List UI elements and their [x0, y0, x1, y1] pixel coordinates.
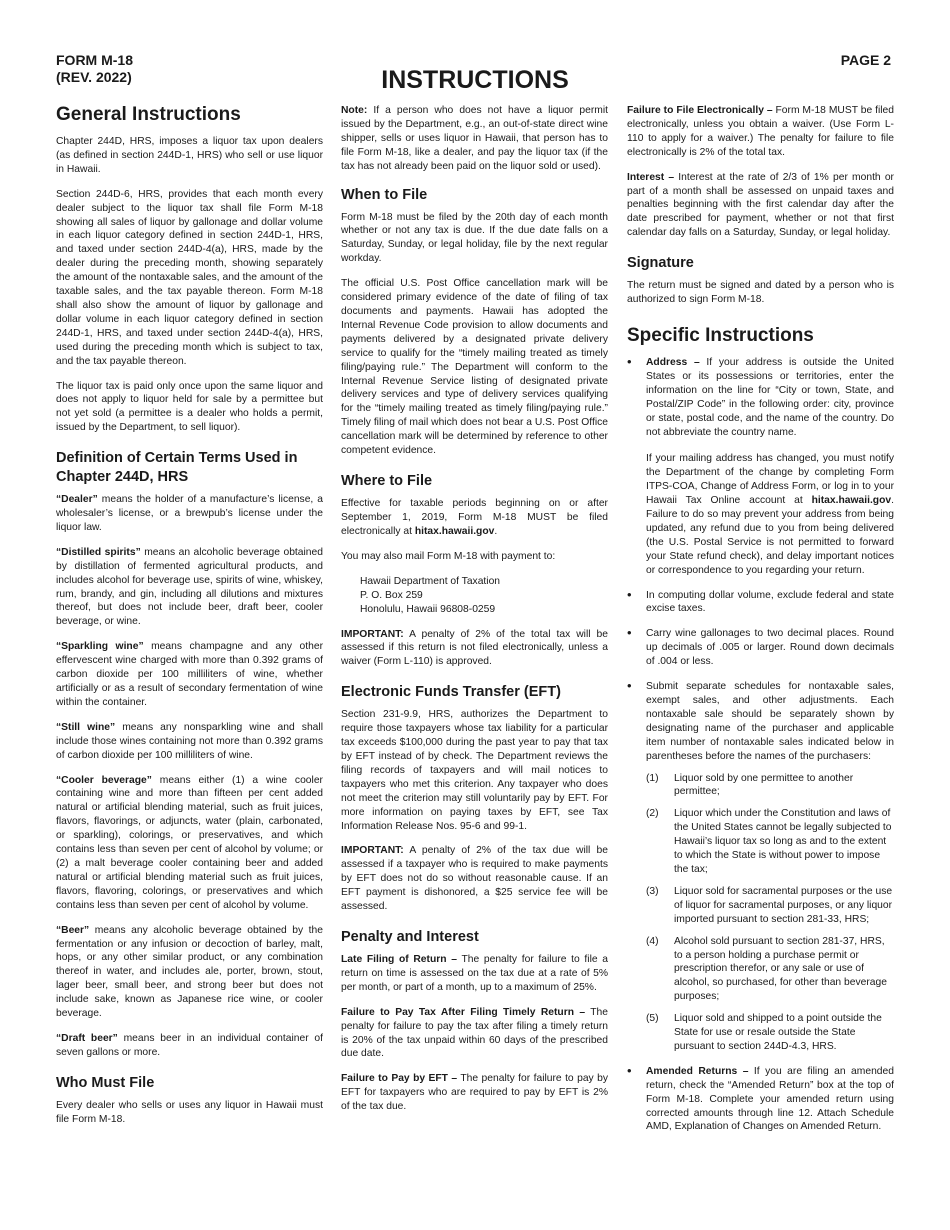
item-number: (1) — [646, 772, 659, 784]
item-number: (2) — [646, 808, 659, 820]
where-p1-text: Effective for taxable periods beginning on or after September 1, 2019, Form M-18 MUST be filed electronically at — [341, 497, 608, 537]
who-must-file-text: Every dealer who sells or uses any liquor in Hawaii must file Form M-18. — [56, 1099, 323, 1125]
term-cooler: “Cooler beverage” — [56, 774, 152, 786]
column-3 — [627, 104, 894, 1145]
interest-label: Interest – — [627, 171, 675, 183]
specific-instructions-heading: Specific Instructions — [627, 324, 814, 346]
late-filing-paragraph — [341, 953, 608, 995]
address-p2-b: . Failure to do so may prevent your address from being updated, any refund due to you from being delivered (the U.S. Postal Service is not permitted to forward your State refund check), and delay important notices or correspondence to you regarding your return. — [646, 495, 894, 576]
hitax-link-2[interactable]: hitax.hawaii.gov — [811, 495, 892, 507]
late-filing-text: The penalty for failure to file a return on time is assessed on the tax due at a rate of 5% per month, or part of a month, up to a maximum of 25%. — [341, 953, 608, 993]
when-to-file-heading: When to File — [341, 186, 428, 203]
late-filing-label: Late Filing of Return – — [341, 953, 457, 965]
failure-to-pay-label: Failure to Pay Tax After Filing Timely Return – — [341, 1006, 586, 1018]
bullet-submit-text: Submit separate schedules for nontaxable sales, exempt sales, and other adjustments. Each nontaxable sale should be separately shown by designating name of the purchaser and applicable item number of nontaxable sales indicated below in parentheses before the names of the purchasers: — [646, 681, 894, 762]
failure-to-pay-text: The penalty for failure to pay the tax after filing a timely return is 20% of the tax unpaid within 60 days of the prescribed due date. — [341, 1006, 608, 1060]
item-text: Liquor sold for sacramental purposes or the use of liquor for sacramental purposes, or any liquor imported pursuant to section 281-33, HRS; — [674, 885, 893, 925]
def-still-text: means any nonsparkling wine and shall include those wines containing not more than 0.392 grams of carbon dioxide per 100 milliliters of wine. — [56, 721, 323, 761]
specific-list — [627, 356, 894, 1134]
form-revision: (REV. 2022) — [56, 69, 132, 85]
address-label: Address – — [646, 356, 700, 368]
address-line-3: Honolulu, Hawaii 96808-0259 — [360, 603, 496, 615]
nontaxable-item — [646, 935, 894, 1005]
term-beer: “Beer” — [56, 924, 90, 936]
bullet-dollar-text: In computing dollar volume, exclude federal and state excise taxes. — [646, 589, 894, 615]
failure-eft-paragraph — [341, 1072, 608, 1114]
def-draft — [56, 1032, 323, 1060]
nontaxable-item — [646, 1012, 894, 1054]
eft-p1: Section 231-9.9, HRS, authorizes the Department to require those taxpayers whose tax liability for a particular tax exceeds $100,000 during the past year to pay that tax by EFT instead of by check. The Department reviews the filing records of taxpayers and will mail notices to taxpayers who met this criterion. Any taxpayer who does not meet the criterion may still voluntarily pay by EFT. For more information on paying taxes by EFT, see Tax Information Release Nos. 95-6 and 99-1. — [341, 709, 608, 832]
failure-file-electronic-paragraph — [627, 104, 894, 160]
def-cooler-text: means either (1) a wine cooler containing wine and more than fifteen per cent added natural or artificial blending material, such as fruit juices, flavors, flavorings, or adjuncts, water (plain, carbonated, or sparkling), colorings, or preservatives, and which contains less than seven per cent of alcohol by volume; or (2) a malt beverage cooler containing beer and added natural or artificial blending material such as fruit juices, flavors, flavoring, colorings, or preservatives and which contains less than seven per cent of alcohol by volume. — [56, 774, 323, 911]
address-line-2: P. O. Box 259 — [360, 589, 423, 601]
note-text: If a person who does not have a liquor permit issued by the Department, e.g., an out-of-state direct wine shipper, sells or uses liquor in Hawaii, that person has to file Form M-18, like a dealer, and pay the liquor tax (if the tax has not already been paid on the liquor sold or used). — [341, 105, 608, 172]
item-number: (4) — [646, 935, 659, 947]
item-text: Alcohol sold pursuant to section 281-37, HRS, to a person holding a purchase permit or prescription therefor, or any sale or use of alcohol, so purchased, for other than beverage purposes; — [674, 935, 887, 1003]
interest-paragraph — [627, 171, 894, 241]
where-p1-end: . — [494, 525, 498, 537]
item-text: Liquor sold and shipped to a point outside the State for use or resale outside the State pursuant to section 244D-4.3, HRS. — [674, 1013, 882, 1052]
form-number: FORM M-18 — [56, 52, 133, 68]
amended-label: Amended Returns – — [646, 1065, 749, 1077]
interest-text: Interest at the rate of 2/3 of 1% per month or part of a month shall be assessed on unpaid taxes and penalties beginning with the first calendar day after the date prescribed for payment, whether or not that first calendar day falls on a Saturday, Sunday, or legal holiday. — [627, 171, 894, 239]
general-p1: Chapter 244D, HRS, imposes a liquor tax upon dealers (as defined in section 244D-1, HRS) who sell or use liquor in Hawaii. — [56, 136, 323, 175]
failure-eft-label: Failure to Pay by EFT – — [341, 1073, 458, 1085]
nontaxable-item — [646, 807, 894, 877]
list-item — [627, 680, 894, 1054]
def-spirits — [56, 546, 323, 629]
failure-eft-text: The penalty for failure to pay by EFT for taxpayers who are required to pay by EFT is 2% of the tax due. — [341, 1073, 608, 1113]
item-text: Liquor which under the Constitution and laws of the United States cannot be legally subjected to Hawaii’s liquor tax so long as and to the extent to which the State is without power to impose the tax; — [674, 808, 892, 875]
when-p2: The official U.S. Post Office cancellation mark will be considered primary evidence of the date of filing of tax documents and payments. Hawaii has adopted the Internal Revenue Code provision to allow documents and payments delivered by a designated private delivery service to qualify for the “timely mailing treated as timely filing/paying rule.” The Department will conform to the Internal Revenue Service listing of designated private delivery services and type of delivery services qualifying for the “timely mailing treated as timely filing/paying rule.” Timely filing of mail which does not bear a U.S. Post Office cancellation mark will be determined by reference to other competent evidence. — [341, 278, 608, 457]
important-paragraph — [341, 628, 608, 670]
nontaxable-item — [646, 772, 894, 800]
def-sparkling — [56, 640, 323, 710]
where-p2: You may also mail Form M-18 with payment to: — [341, 550, 556, 562]
def-beer — [56, 924, 323, 1021]
failure-file-electronic-text: Form M-18 MUST be filed electronically, unless you obtain a waiver. (Use Form L-110 to apply for a waiver.) The penalty for failure to file electronically is 2% of the total tax. — [627, 105, 894, 158]
address-line-1: Hawaii Department of Taxation — [360, 575, 501, 587]
general-p2: Section 244D-6, HRS, provides that each month every dealer subject to the liquor tax shall file Form M-18 showing all sales of liquor by gallonage and dollar volume in each liquor category defined in section 244D-1, HRS, and taxed under section 244D-4(a), HRS, made by the dealer during the preceding month, showing separately the amount of the nontaxable sales, and the amount of the taxable sales, and the tax payable thereon. Form M-18 shall also show the amount of liquor by gallonage and dollar volume in each liquor category defined in section 244D-1, HRS, and taxed under section 244D-4(a), HRS, used during the preceding month which is subject to tax, and the tax payable thereon. — [56, 188, 323, 367]
eft-important-label: IMPORTANT: — [341, 845, 404, 857]
list-item — [627, 356, 894, 578]
eft-heading: Electronic Funds Transfer (EFT) — [341, 684, 561, 701]
def-sparkling-text: means champagne and any other effervescent wine charged with more than 0.392 grams of carbon dioxide per 100 milliliters of wine, whether artificially or as a result of secondary fermentation of wine within the container. — [56, 641, 323, 708]
note-paragraph — [341, 104, 608, 174]
term-still: “Still wine” — [56, 721, 116, 733]
term-sparkling: “Sparkling wine” — [56, 641, 144, 653]
general-instructions-heading: General Instructions — [56, 104, 241, 125]
address-p1 — [646, 356, 894, 439]
def-dealer — [56, 493, 323, 535]
list-item — [627, 589, 894, 617]
mailing-address — [360, 575, 608, 617]
def-dealer-text: means the holder of a manufacture’s license, a wholesaler’s license, or a brewpub’s license under the liquor law. — [56, 494, 323, 533]
important-text: A penalty of 2% of the total tax will be assessed if this return is not filed electronically, unless a waiver (Form L-110) is approved. — [341, 628, 608, 668]
list-item — [627, 1065, 894, 1135]
def-draft-text: means beer in an individual container of seven gallons or more. — [56, 1032, 324, 1058]
page-number: PAGE 2 — [840, 52, 891, 68]
amended-text: If you are filing an amended return, check the “Amended Return” box at the top of Form M-18. Complete your amended return using corrected amounts through line 12. Attach Schedule AMD, Explanation of Changes on Amended Return. — [646, 1065, 894, 1133]
term-spirits: “Distilled spirits” — [56, 546, 141, 558]
nontaxable-item — [646, 885, 894, 927]
when-p1: Form M-18 must be filed by the 20th day of each month whether or not any tax is due. If the due date falls on a Saturday, Sunday, or legal holiday, file by the next regular workday. — [341, 211, 608, 265]
general-p3: The liquor tax is paid only once upon the same liquor and does not apply to liquor held for sale by a permittee but not yet sold (a permittee is a dealer who holds a permit, issued by the Department, to sell liquor). — [56, 380, 323, 434]
item-number: (5) — [646, 1013, 659, 1025]
signature-text: The return must be signed and dated by a person who is authorized to sign Form M-18. — [627, 280, 894, 306]
where-to-file-heading: Where to File — [341, 472, 433, 489]
column-2 — [341, 104, 608, 1125]
def-still — [56, 721, 323, 763]
where-p1 — [341, 497, 608, 539]
item-text: Liquor sold by one permittee to another permittee; — [674, 772, 854, 798]
note-label: Note: — [341, 105, 368, 116]
address-text: If your address is outside the United States or its possessions or territories, enter the information on the line for “City or town, State, and Postal/ZIP Code” in the following order: city, province or state, postal code, and the name of the country. Do not abbreviate the country name. — [646, 356, 894, 438]
term-dealer: “Dealer” — [56, 494, 98, 506]
bullet-carry-text: Carry wine gallonages to two decimal places. Round up decimals of .005 or larger. Round down decimals of .004 or less. — [646, 628, 894, 668]
hitax-link[interactable]: hitax.hawaii.gov — [414, 525, 495, 537]
eft-important-text: A penalty of 2% of the tax due will be assessed if a taxpayer who is required to make payments by EFT does not do so without reasonable cause. If an EFT payment is dishonored, a $25 service fee will be assessed. — [341, 845, 608, 913]
def-cooler — [56, 774, 323, 913]
list-item — [627, 627, 894, 669]
address-p2 — [646, 452, 894, 577]
important-label: IMPORTANT: — [341, 628, 404, 640]
definitions-heading: Definition of Certain Terms Used in Chapter 244D, HRS — [56, 450, 298, 486]
address-p2-a: If your mailing address has changed, you must notify the Department of the change by completing Form ITPS-COA, Change of Address Form, or log in to your Hawaii Tax Online account at — [646, 453, 894, 507]
page-title: INSTRUCTIONS — [381, 66, 569, 94]
failure-to-pay-paragraph — [341, 1006, 608, 1062]
def-spirits-text: means an alcoholic beverage obtained by distillation of fermented agricultural products, and includes alcohol for beverage use, spirits of wine, whiskey, rum, brandy, and gin, including all dilutions and mixtures thereof, but does not include beer, draft beer, cooler beverage, or wine. — [56, 546, 323, 628]
column-1 — [56, 104, 323, 1138]
nontaxable-list — [646, 772, 894, 1054]
who-must-file-heading: Who Must File — [56, 1074, 155, 1091]
eft-important-paragraph — [341, 844, 608, 914]
def-beer-text: means any alcoholic beverage obtained by the fermentation or any infusion or decoction of barley, malt, hops, or any other similar product, or any combination thereof in water, and includes ale, porter, brown, stout, lager beer, small beer, and strong beer but does not include sake, known as Japanese rice wine, or cooler beverage. — [56, 924, 323, 1020]
item-number: (3) — [646, 885, 659, 897]
penalty-heading: Penalty and Interest — [341, 928, 479, 945]
failure-file-electronic-label: Failure to File Electronically – — [627, 105, 773, 116]
term-draft: “Draft beer” — [56, 1032, 118, 1044]
signature-heading: Signature — [627, 255, 694, 272]
